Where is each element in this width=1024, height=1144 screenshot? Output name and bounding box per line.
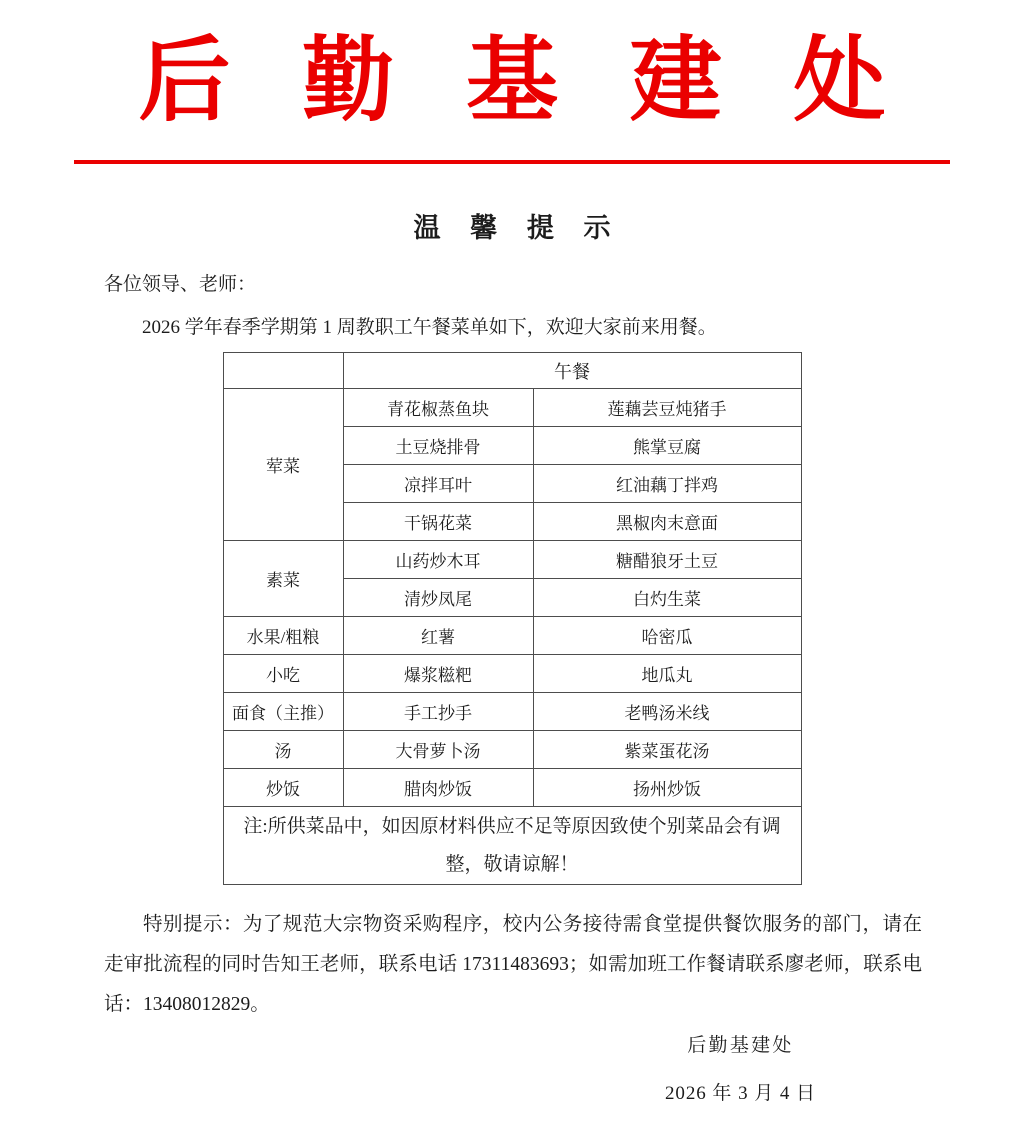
dish-cell: 紫菜蛋花汤 [533, 731, 801, 769]
dish-cell: 山药炒木耳 [343, 541, 533, 579]
signature-date: 2026 年 3 月 4 日 [664, 1083, 816, 1104]
lunch-menu-table [223, 352, 802, 885]
table-row [223, 389, 801, 427]
table-row [223, 541, 801, 579]
department-letterhead: 后勤基建处 [138, 30, 958, 132]
category-cell: 荤菜 [223, 389, 343, 541]
category-header-cell [223, 353, 343, 389]
table-row [223, 769, 801, 807]
dish-cell: 扬州炒饭 [533, 769, 801, 807]
dish-cell: 手工抄手 [343, 693, 533, 731]
dish-cell: 大骨萝卜汤 [343, 731, 533, 769]
dish-cell: 清炒凤尾 [343, 579, 533, 617]
special-note-paragraph: 特别提示：为了规范大宗物资采购程序，校内公务接待需食堂提供餐饮服务的部门，请在走审批流程的同时告知王老师，联系电话 17311483693；如需加班工作餐请联系廖老师，联系电话：13408012829。 [104, 914, 922, 1016]
dish-cell: 地瓜丸 [533, 655, 801, 693]
category-cell: 汤 [223, 731, 343, 769]
dish-cell: 熊掌豆腐 [533, 427, 801, 465]
table-note-cell: 注:所供菜品中，如因原材料供应不足等原因致使个别菜品会有调整，敬请谅解！ [223, 807, 801, 885]
dish-cell: 干锅花菜 [343, 503, 533, 541]
category-cell: 素菜 [223, 541, 343, 617]
category-cell: 水果/粗粮 [223, 617, 343, 655]
dish-cell: 黑椒肉末意面 [533, 503, 801, 541]
dish-cell: 红薯 [343, 617, 533, 655]
dish-cell: 土豆烧排骨 [343, 427, 533, 465]
dish-cell: 莲藕芸豆炖猪手 [533, 389, 801, 427]
category-cell: 炒饭 [223, 769, 343, 807]
table-row [223, 807, 801, 885]
dish-cell: 腊肉炒饭 [343, 769, 533, 807]
dish-cell: 青花椒蒸鱼块 [343, 389, 533, 427]
intro-paragraph: 2026 学年春季学期第 1 周教职工午餐菜单如下，欢迎大家前来用餐。 [142, 317, 717, 339]
table-row [223, 655, 801, 693]
meal-header-cell: 午餐 [343, 353, 801, 389]
table-row [223, 731, 801, 769]
salutation: 各位领导、老师： [104, 274, 257, 296]
signature-department: 后勤基建处 [687, 1035, 794, 1056]
red-divider-line [74, 160, 950, 164]
category-cell: 小吃 [223, 655, 343, 693]
dish-cell: 白灼生菜 [533, 579, 801, 617]
dish-cell: 老鸭汤米线 [533, 693, 801, 731]
dish-cell: 爆浆糍粑 [343, 655, 533, 693]
notice-title: 温馨提示 [413, 213, 641, 244]
dish-cell: 糖醋狼牙土豆 [533, 541, 801, 579]
table-row [223, 353, 801, 389]
dish-cell: 哈密瓜 [533, 617, 801, 655]
table-row [223, 693, 801, 731]
table-row [223, 617, 801, 655]
signature-block [665, 1030, 816, 1105]
dish-cell: 凉拌耳叶 [343, 465, 533, 503]
dish-cell: 红油藕丁拌鸡 [533, 465, 801, 503]
category-cell: 面食（主推） [223, 693, 343, 731]
